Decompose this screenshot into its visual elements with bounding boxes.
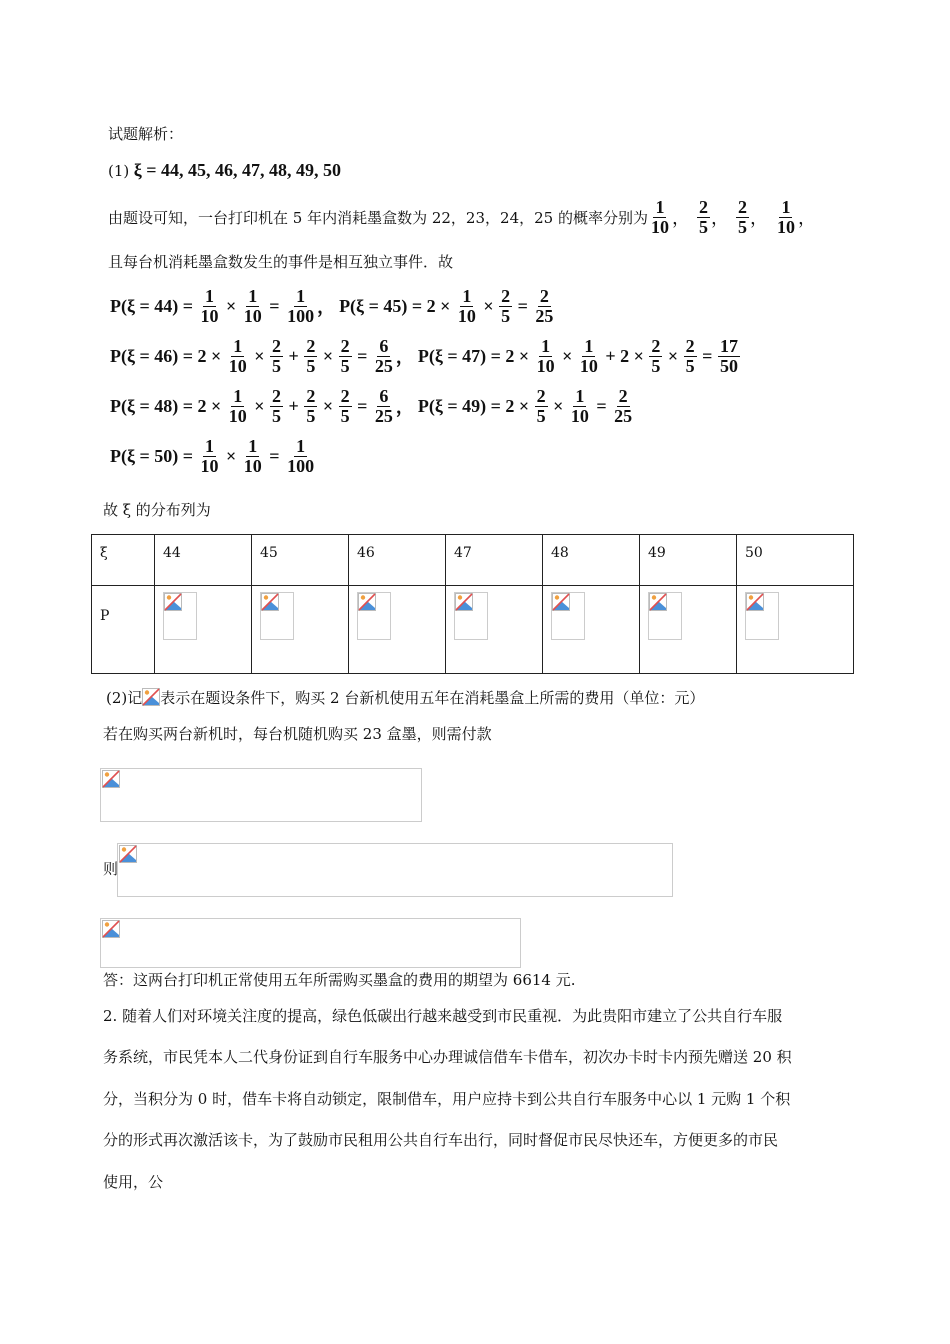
formula-text: P(ξ = 46) = 2 × (110, 345, 226, 366)
table-cell-prob (543, 586, 640, 674)
part2-line (106, 688, 704, 711)
denominator: 10 (228, 355, 247, 376)
table-cell-prob (640, 586, 737, 674)
table-cell-prob (737, 586, 854, 674)
formula-text: × (221, 445, 241, 466)
denominator: 10 (200, 455, 219, 476)
independence-text: 且每台机消耗墨盒数发生的事件是相互独立事件．故 (108, 253, 454, 271)
problem2-line: 使用，公 (103, 1173, 164, 1191)
denominator: 10 (776, 216, 795, 237)
numerator: 2 (737, 196, 747, 217)
formula-text: × (249, 345, 270, 366)
denominator: 10 (243, 305, 262, 326)
numerator: 1 (584, 335, 594, 356)
fraction (535, 337, 557, 376)
numerator: 6 (379, 385, 389, 406)
denominator: 25 (535, 305, 554, 326)
separator: ， (797, 208, 816, 228)
fraction (242, 287, 264, 326)
fraction (612, 387, 634, 426)
numerator: 2 (651, 335, 661, 356)
problem2-line: 务系统，市民凭本人二代身份证到自行车服务中心办理诚信借车卡借车，初次办卡时卡内预先赠送 20 积 (103, 1048, 792, 1066)
formula-text: × (548, 395, 568, 416)
numerator: 1 (462, 285, 472, 306)
separator: ， (710, 208, 729, 228)
table-cell-value: 50 (737, 535, 854, 586)
denominator: 5 (340, 355, 350, 376)
formula-text: + (284, 395, 304, 416)
formula-text: P(ξ = 48) = 2 × (110, 395, 226, 416)
fraction (578, 337, 600, 376)
fraction (199, 437, 221, 476)
formula-text: ， (317, 297, 336, 317)
fraction (199, 287, 221, 326)
numerator: 2 (618, 385, 628, 406)
denominator: 25 (374, 405, 393, 426)
numerator: 2 (536, 385, 546, 406)
denominator: 10 (243, 455, 262, 476)
problem2-line: 分的形式再次激活该卡，为了鼓励市民租用公共自行车出行，同时督促市民尽快还车，方便更多的市民 (103, 1131, 779, 1149)
formula-text: × (663, 345, 683, 366)
part1-values: ξ = 44, 45, 46, 47, 48, 49, 50 (133, 160, 342, 180)
table-cell-prob (446, 586, 543, 674)
table-cell-prob (252, 586, 349, 674)
probability-formula (110, 337, 414, 376)
table-header-xi: ξ (92, 535, 155, 586)
denominator: 25 (374, 355, 393, 376)
fraction (373, 337, 395, 376)
part2-prefix: (2)记 (106, 689, 143, 707)
denominator: 5 (306, 355, 316, 376)
formula-text: P(ξ = 49) = 2 × (417, 395, 534, 416)
formula-text: = (697, 345, 717, 366)
denominator: 10 (650, 216, 669, 237)
denominator: 100 (287, 305, 315, 326)
denominator: 5 (685, 355, 695, 376)
denominator: 10 (570, 405, 589, 426)
fraction (285, 287, 316, 326)
broken-image-icon (454, 592, 488, 640)
fraction (718, 337, 740, 376)
fraction (697, 198, 710, 237)
broken-image-icon (260, 592, 294, 640)
denominator: 5 (737, 216, 747, 237)
fraction (270, 337, 283, 376)
formula-text: × (318, 395, 338, 416)
separator: ， (749, 208, 768, 228)
formula-text: P(ξ = 50) = (110, 445, 198, 466)
formula-text: × (557, 345, 577, 366)
solution-heading: 试题解析： (108, 125, 184, 143)
numerator: 1 (233, 335, 243, 356)
probability-formula (110, 437, 317, 476)
formula-row (110, 381, 635, 431)
numerator: 2 (698, 196, 708, 217)
formula-row (110, 431, 317, 481)
denominator: 5 (306, 405, 316, 426)
fraction (533, 287, 555, 326)
formula-text: × (249, 395, 270, 416)
then-label: 则 (103, 860, 119, 878)
broken-image-icon (357, 592, 391, 640)
numerator: 6 (379, 335, 389, 356)
denominator: 10 (579, 355, 598, 376)
fraction (339, 337, 352, 376)
formula-image-2 (117, 843, 673, 897)
fraction (499, 287, 512, 326)
table-row-p (92, 586, 854, 674)
numerator: 2 (539, 285, 549, 306)
fraction (775, 198, 797, 237)
denominator: 5 (698, 216, 708, 237)
numerator: 17 (719, 335, 738, 356)
numerator: 1 (575, 385, 585, 406)
broken-image-icon (142, 688, 160, 711)
numerator: 1 (296, 285, 306, 306)
numerator: 2 (272, 335, 282, 356)
numerator: 2 (340, 385, 350, 406)
fraction (227, 387, 249, 426)
problem2-line: 分，当积分为 0 时，借车卡将自动锁定，限制借车，用户应持卡到公共自行车服务中心以 1 元购 1 个积 (103, 1090, 791, 1108)
formula-text: × (478, 295, 499, 316)
formula-text: P(ξ = 45) = 2 × (339, 295, 455, 316)
fraction (649, 198, 671, 237)
formula-text: + (284, 345, 304, 366)
fraction (339, 387, 352, 426)
formula-row (110, 331, 741, 381)
table-cell-value: 48 (543, 535, 640, 586)
denominator: 100 (287, 455, 315, 476)
fraction (270, 387, 283, 426)
distribution-intro: 故 ξ 的分布列为 (103, 501, 211, 519)
numerator: 2 (501, 285, 511, 306)
formula-text: × (221, 295, 241, 316)
table-row-xi (92, 535, 854, 586)
table-cell-value: 49 (640, 535, 737, 586)
numerator: 2 (272, 385, 282, 406)
problem2-line: 2. 随着人们对环境关注度的提高，绿色低碳出行越来越受到市民重视．为此贵阳市建立了公共自行车服 (103, 1007, 783, 1025)
denominator: 5 (340, 405, 350, 426)
denominator: 25 (614, 405, 633, 426)
formula-image-1 (100, 768, 422, 822)
fraction (456, 287, 478, 326)
formula-text: = (352, 395, 372, 416)
numerator: 2 (306, 335, 316, 356)
broken-image-icon (163, 592, 197, 640)
denominator: 5 (272, 355, 282, 376)
distribution-table (91, 534, 854, 674)
part1-label: (1) (108, 162, 130, 180)
denominator: 5 (536, 405, 546, 426)
table-cell-prob (349, 586, 446, 674)
fraction (684, 337, 697, 376)
fraction (736, 198, 749, 237)
table-cell-value: 46 (349, 535, 446, 586)
fraction (569, 387, 591, 426)
fraction (304, 337, 317, 376)
numerator: 1 (541, 335, 551, 356)
fraction (304, 387, 317, 426)
numerator: 1 (205, 435, 215, 456)
denominator: 50 (719, 355, 738, 376)
table-header-p: P (92, 586, 155, 674)
denominator: 10 (200, 305, 219, 326)
fraction (227, 337, 249, 376)
denominator: 10 (536, 355, 555, 376)
formula-image-3 (100, 918, 521, 968)
numerator: 1 (205, 285, 215, 306)
formula-text: = (264, 295, 285, 316)
denominator: 5 (272, 405, 282, 426)
numerator: 1 (233, 385, 243, 406)
table-cell-value: 47 (446, 535, 543, 586)
denominator: 10 (457, 305, 476, 326)
broken-image-icon (648, 592, 682, 640)
numerator: 1 (248, 285, 258, 306)
denominator: 5 (501, 305, 511, 326)
probability-formula (110, 287, 335, 326)
given-text: 由题设可知，一台打印机在 5 年内消耗墨盒数为 22，23，24，25 的概率分别为 (108, 208, 648, 227)
formula-text: = (591, 395, 612, 416)
separator: ， (671, 208, 690, 228)
formula-text: = (264, 445, 285, 466)
formula-text: ， (395, 397, 414, 417)
broken-image-icon (551, 592, 585, 640)
probability-formula (339, 287, 556, 326)
numerator: 1 (655, 196, 665, 217)
answer-text: 答：这两台打印机正常使用五年所需购买墨盒的费用的期望为 6614 元. (103, 971, 576, 989)
table-cell-prob (155, 586, 252, 674)
fraction (242, 437, 264, 476)
fraction (649, 337, 662, 376)
probability-formula (418, 387, 635, 426)
formula-text: P(ξ = 44) = (110, 295, 198, 316)
part2-suffix: 表示在题设条件下，购买 2 台新机使用五年在消耗墨盒上所需的费用（单位：元） (160, 689, 705, 707)
formula-text: × (318, 345, 338, 366)
fraction (373, 387, 395, 426)
numerator: 1 (781, 196, 791, 217)
denominator: 10 (228, 405, 247, 426)
table-cell-value: 45 (252, 535, 349, 586)
fraction (535, 387, 548, 426)
numerator: 2 (685, 335, 695, 356)
numerator: 2 (340, 335, 350, 356)
table-cell-value: 44 (155, 535, 252, 586)
formula-text: ， (395, 347, 414, 367)
broken-image-icon (745, 592, 779, 640)
part1-line (108, 160, 341, 181)
formula-text: + 2 × (600, 345, 649, 366)
fraction (285, 437, 316, 476)
formula-text: = (513, 295, 533, 316)
probability-formula (418, 337, 741, 376)
formula-text: = (352, 345, 372, 366)
formula-row (110, 281, 556, 331)
numerator: 1 (248, 435, 258, 456)
probability-formula (110, 387, 414, 426)
given-probs (648, 198, 822, 237)
purchase-text: 若在购买两台新机时，每台机随机购买 23 盒墨，则需付款 (103, 725, 492, 743)
denominator: 5 (651, 355, 661, 376)
formula-text: P(ξ = 47) = 2 × (417, 345, 534, 366)
given-line (108, 192, 822, 242)
numerator: 2 (306, 385, 316, 406)
numerator: 1 (296, 435, 306, 456)
